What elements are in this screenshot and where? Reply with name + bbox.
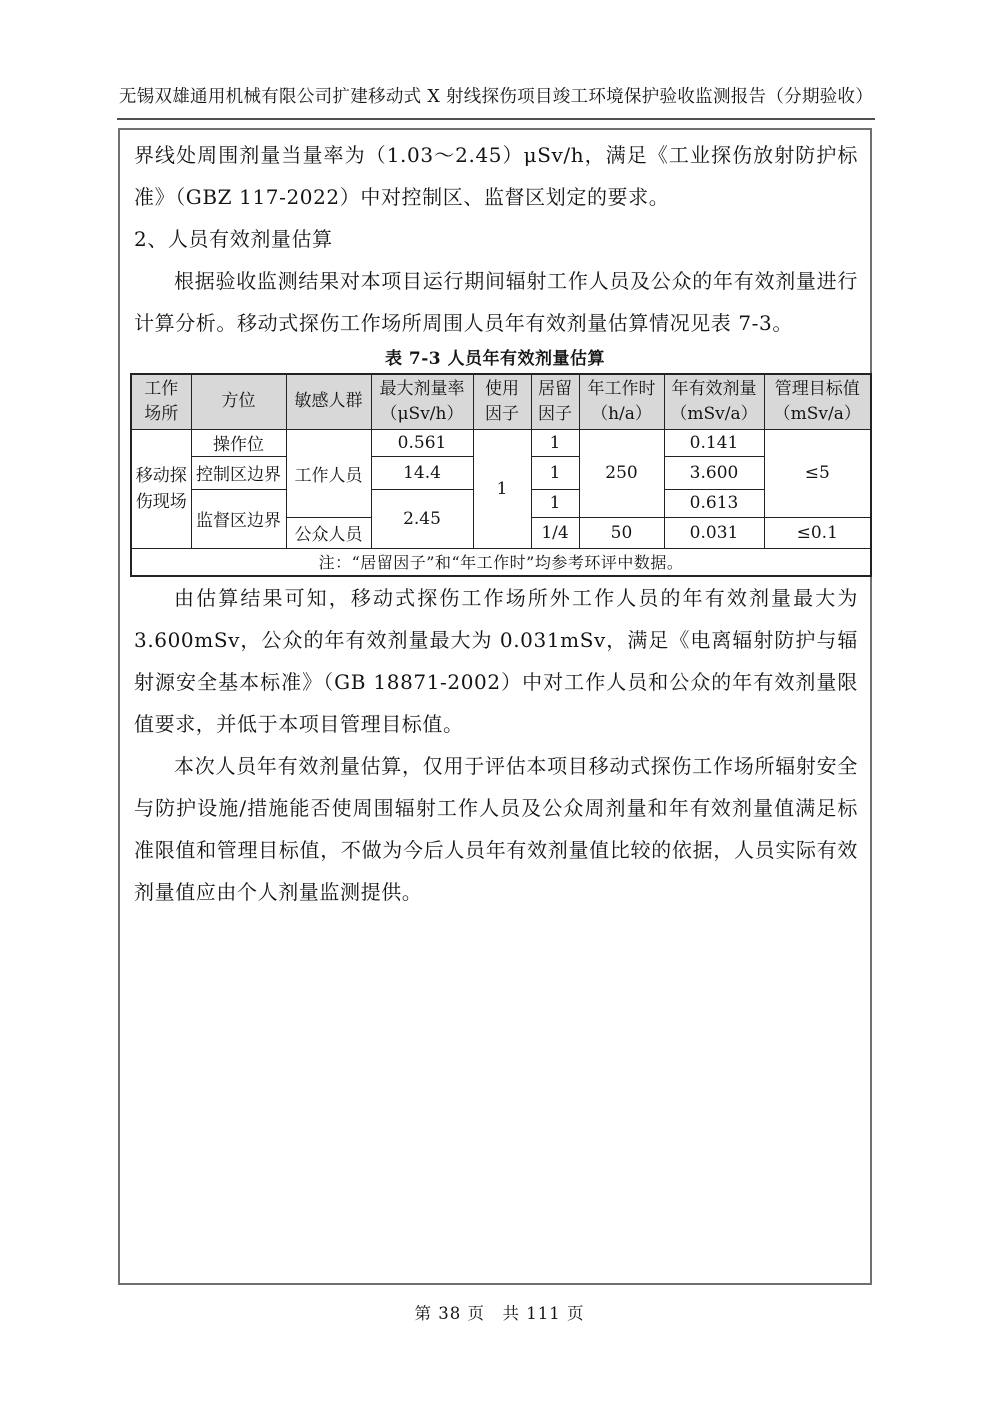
cell-max-rate-operator: 0.561 xyxy=(371,429,473,456)
header-title: 无锡双雄通用机械有限公司扩建移动式 X 射线探伤项目竣工环境保护验收监测报告（分期验收） xyxy=(118,87,874,107)
table-note-row xyxy=(131,548,871,576)
col-header-work-hours: 年工作时 （h/a） xyxy=(579,374,664,429)
paragraph-conclusion: 由估算结果可知，移动式探伤工作场所外工作人员的年有效剂量最大为 3.600mSv，公众的年有效剂量最大为 0.031mSv，满足《电离辐射防护与辐射源安全基本标准》（GB 18871-2002）中对工作人员和公众的年有效剂量限值要求，并低于本项目管理目标值。 xyxy=(134,586,858,736)
cell-position-control-boundary: 控制区边界 xyxy=(191,456,286,489)
paragraph-dose-rate: 界线处周围剂量当量率为（1.03～2.45）μSv/h，满足《工业探伤放射防护标准》（GBZ 117-2022）中对控制区、监督区划定的要求。 xyxy=(134,143,858,209)
cell-work-hours-workers: 250 xyxy=(579,429,664,517)
cell-target-public: ≤0.1 xyxy=(764,517,871,548)
col-header-use-factor: 使用 因子 xyxy=(473,374,531,429)
dose-estimate-table xyxy=(130,373,872,577)
table-note: 注：“居留因子”和“年工作时”均参考环评中数据。 xyxy=(131,548,871,576)
col-header-group: 敏感人群 xyxy=(286,374,371,429)
content-frame xyxy=(118,128,872,1285)
paragraph-disclaimer: 本次人员年有效剂量估算，仅用于评估本项目移动式探伤工作场所辐射安全与防护设施/措施能否使周围辐射工作人员及公众周剂量和年有效剂量值满足标准限值和管理目标值，不做为今后人员年有效剂量值比较的依据，人员实际有效剂量值应由个人剂量监测提供。 xyxy=(134,754,858,904)
col-header-annual-dose: 年有效剂量 （mSv/a） xyxy=(664,374,764,429)
paragraph-estimate-intro: 根据验收监测结果对本项目运行期间辐射工作人员及公众的年有效剂量进行计算分析。移动式探伤工作场所周围人员年有效剂量估算情况见表 7-3。 xyxy=(134,269,858,335)
page-header xyxy=(117,84,875,120)
col-header-target: 管理目标值 （mSv/a） xyxy=(764,374,871,429)
col-header-occupancy-factor: 居留 因子 xyxy=(531,374,579,429)
cell-position-operator: 操作位 xyxy=(191,429,286,456)
col-header-workplace: 工作 场所 xyxy=(131,374,191,429)
cell-occupancy-r3: 1 xyxy=(531,489,579,517)
cell-workplace: 移动探伤现场 xyxy=(131,429,191,548)
section-heading: 2、人员有效剂量估算 xyxy=(134,227,333,251)
col-header-position: 方位 xyxy=(191,374,286,429)
cell-occupancy-r1: 1 xyxy=(531,429,579,456)
cell-occupancy-r4: 1/4 xyxy=(531,517,579,548)
cell-use-factor: 1 xyxy=(473,429,531,548)
page-number: 第 38 页 共 111 页 xyxy=(414,1304,585,1323)
cell-max-rate-supervised: 2.45 xyxy=(371,489,473,548)
page-footer xyxy=(0,1300,999,1324)
col-header-max-rate: 最大剂量率 （μSv/h） xyxy=(371,374,473,429)
table-row xyxy=(131,429,871,456)
cell-position-supervised-boundary: 监督区边界 xyxy=(191,489,286,548)
cell-annual-dose-r1: 0.141 xyxy=(664,429,764,456)
cell-group-public: 公众人员 xyxy=(286,517,371,548)
cell-occupancy-r2: 1 xyxy=(531,456,579,489)
cell-target-workers: ≤5 xyxy=(764,429,871,517)
cell-annual-dose-r2: 3.600 xyxy=(664,456,764,489)
cell-annual-dose-r4: 0.031 xyxy=(664,517,764,548)
table-title: 表 7-3 人员年有效剂量估算 xyxy=(384,349,606,369)
cell-work-hours-public: 50 xyxy=(579,517,664,548)
cell-max-rate-control: 14.4 xyxy=(371,456,473,489)
table-header-row xyxy=(131,374,871,429)
cell-annual-dose-r3: 0.613 xyxy=(664,489,764,517)
cell-group-workers: 工作人员 xyxy=(286,429,371,517)
